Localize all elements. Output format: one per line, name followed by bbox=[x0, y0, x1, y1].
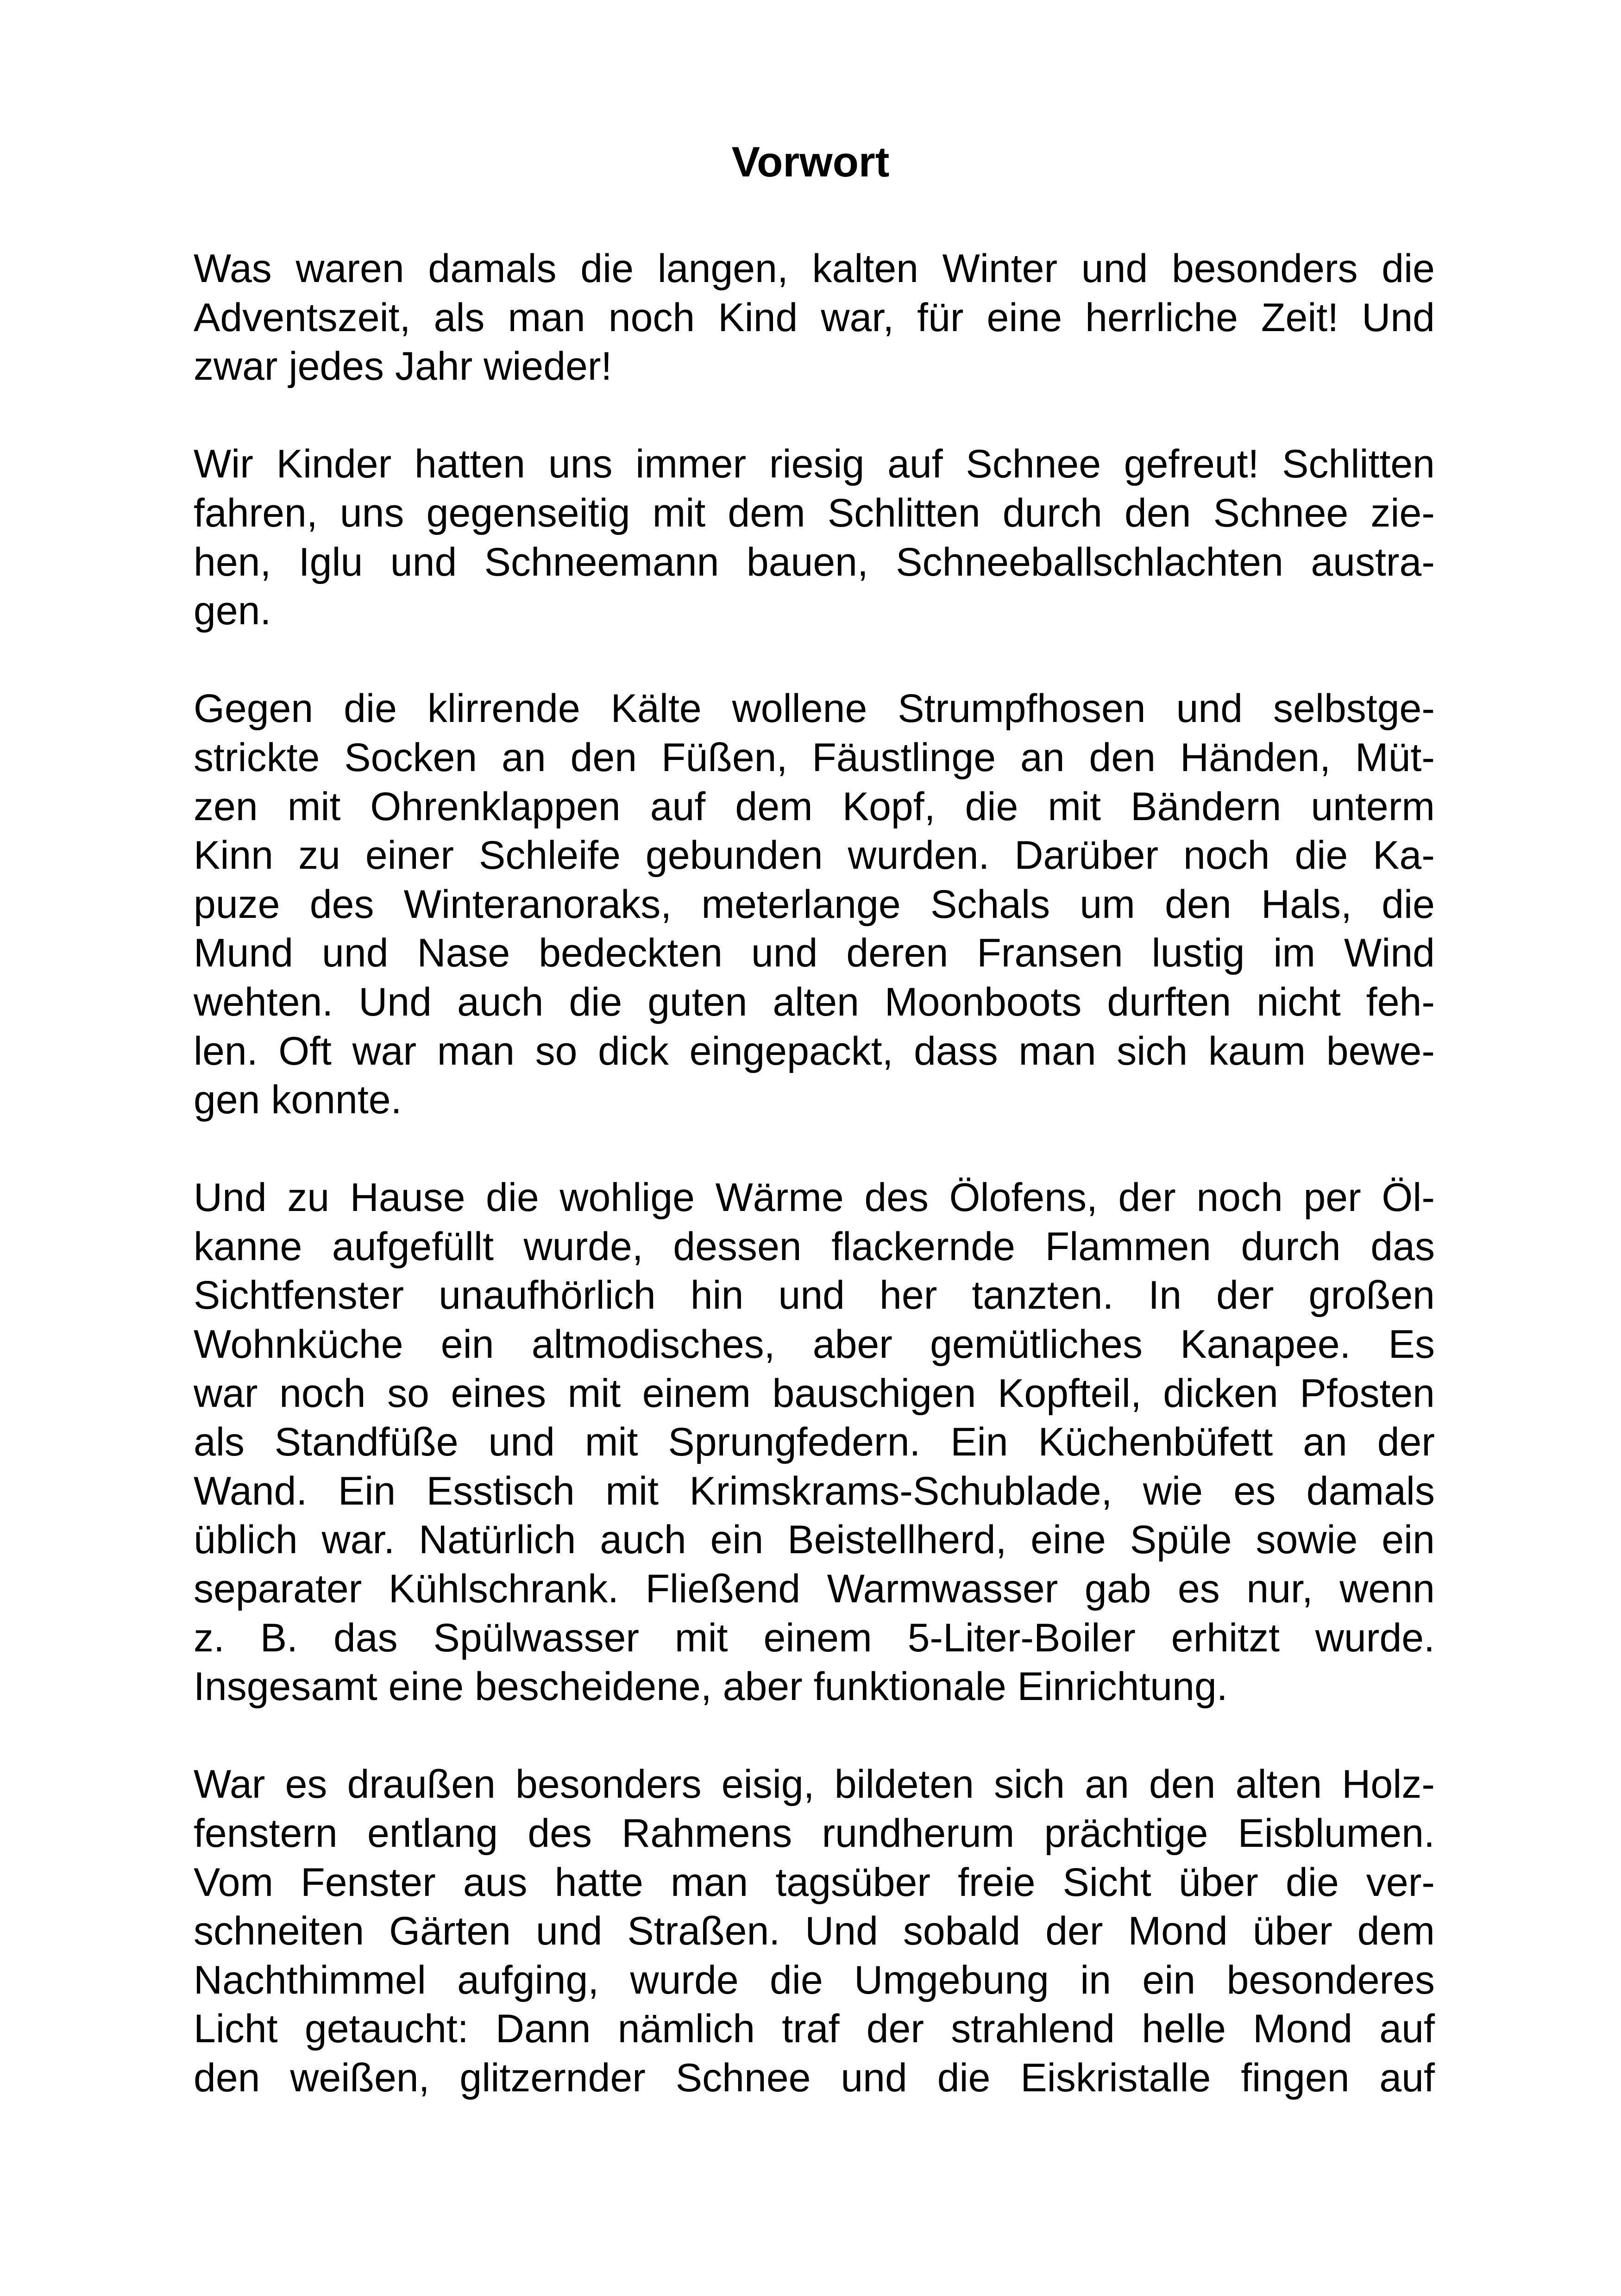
text-line: Gegen die klirrende Kälte wollene Strumpfhosen und selbstge- bbox=[194, 686, 1435, 731]
document-body bbox=[194, 245, 1435, 2152]
text-line: Mund und Nase bedeckten und deren Fransen lustig im Wind bbox=[194, 931, 1435, 976]
text-line: fahren, uns gegenseitig mit dem Schlitten durch den Schnee zie- bbox=[194, 490, 1435, 535]
text-line: hen, Iglu und Schneemann bauen, Schneeballschlachten austra- bbox=[194, 539, 1435, 584]
text-line: z. B. das Spülwasser mit einem 5-Liter-Boiler erhitzt wurde. bbox=[194, 1615, 1435, 1660]
text-line: Vom Fenster aus hatte man tagsüber freie Sicht über die ver- bbox=[194, 1860, 1435, 1905]
text-line: Insgesamt eine bescheidene, aber funktionale Einrichtung. bbox=[194, 1664, 1228, 1709]
text-line: puze des Winteranoraks, meterlange Schals um den Hals, die bbox=[194, 882, 1435, 927]
text-line: war noch so eines mit einem bauschigen Kopfteil, dicken Pfosten bbox=[194, 1371, 1435, 1416]
text-line: Sichtfenster unaufhörlich hin und her tanzten. In der großen bbox=[194, 1273, 1435, 1318]
text-line: zwar jedes Jahr wieder! bbox=[194, 344, 612, 389]
text-line: Licht getaucht: Dann nämlich traf der strahlend helle Mond auf bbox=[194, 2007, 1435, 2051]
text-line: Was waren damals die langen, kalten Winter und besonders die bbox=[194, 246, 1435, 291]
text-line: gen konnte. bbox=[194, 1078, 402, 1123]
page-title: Vorwort bbox=[731, 138, 890, 186]
text-line: Wohnküche ein altmodisches, aber gemütliches Kanapee. Es bbox=[194, 1322, 1435, 1367]
text-line: schneiten Gärten und Straßen. Und sobald der Mond über dem bbox=[194, 1909, 1435, 1954]
text-line: War es draußen besonders eisig, bildeten sich an den alten Holz- bbox=[194, 1762, 1435, 1807]
text-line: kanne aufgefüllt wurde, dessen flackernde Flammen durch das bbox=[194, 1224, 1435, 1269]
paragraph bbox=[194, 440, 1435, 635]
text-line: Und zu Hause die wohlige Wärme des Ölofens, der noch per Öl- bbox=[194, 1175, 1435, 1220]
text-line: fenstern entlang des Rahmens rundherum prächtige Eisblumen. bbox=[194, 1811, 1435, 1856]
text-line: wehten. Und auch die guten alten Moonboots durften nicht feh- bbox=[194, 979, 1435, 1024]
text-line: len. Oft war man so dick eingepackt, dass man sich kaum bewe- bbox=[194, 1029, 1435, 1073]
text-line: üblich war. Natürlich auch ein Beistellherd, eine Spüle sowie ein bbox=[194, 1518, 1435, 1562]
text-line: zen mit Ohrenklappen auf dem Kopf, die mit Bändern unterm bbox=[194, 784, 1435, 829]
text-line: den weißen, glitzernder Schnee und die Eiskristalle fingen auf bbox=[194, 2055, 1435, 2100]
paragraph bbox=[194, 684, 1435, 1124]
paragraph bbox=[194, 1173, 1435, 1712]
text-line: Nachthimmel aufging, wurde die Umgebung in ein besonderes bbox=[194, 1957, 1435, 2002]
paragraph bbox=[194, 245, 1435, 391]
text-line: strickte Socken an den Füßen, Fäustlinge an den Händen, Müt- bbox=[194, 735, 1435, 780]
text-line: Kinn zu einer Schleife gebunden wurden. Darüber noch die Ka- bbox=[194, 833, 1435, 878]
text-line: gen. bbox=[194, 589, 271, 634]
text-line: als Standfüße und mit Sprungfedern. Ein Küchenbüfett an der bbox=[194, 1420, 1435, 1465]
text-line: separater Kühlschrank. Fließend Warmwasser gab es nur, wenn bbox=[194, 1567, 1435, 1612]
text-line: Adventszeit, als man noch Kind war, für eine herrliche Zeit! Und bbox=[194, 295, 1435, 340]
text-line: Wir Kinder hatten uns immer riesig auf Schnee gefreut! Schlitten bbox=[194, 442, 1435, 487]
text-line: Wand. Ein Esstisch mit Krimskrams-Schublade, wie es damals bbox=[194, 1468, 1435, 1513]
paragraph bbox=[194, 1760, 1435, 2102]
